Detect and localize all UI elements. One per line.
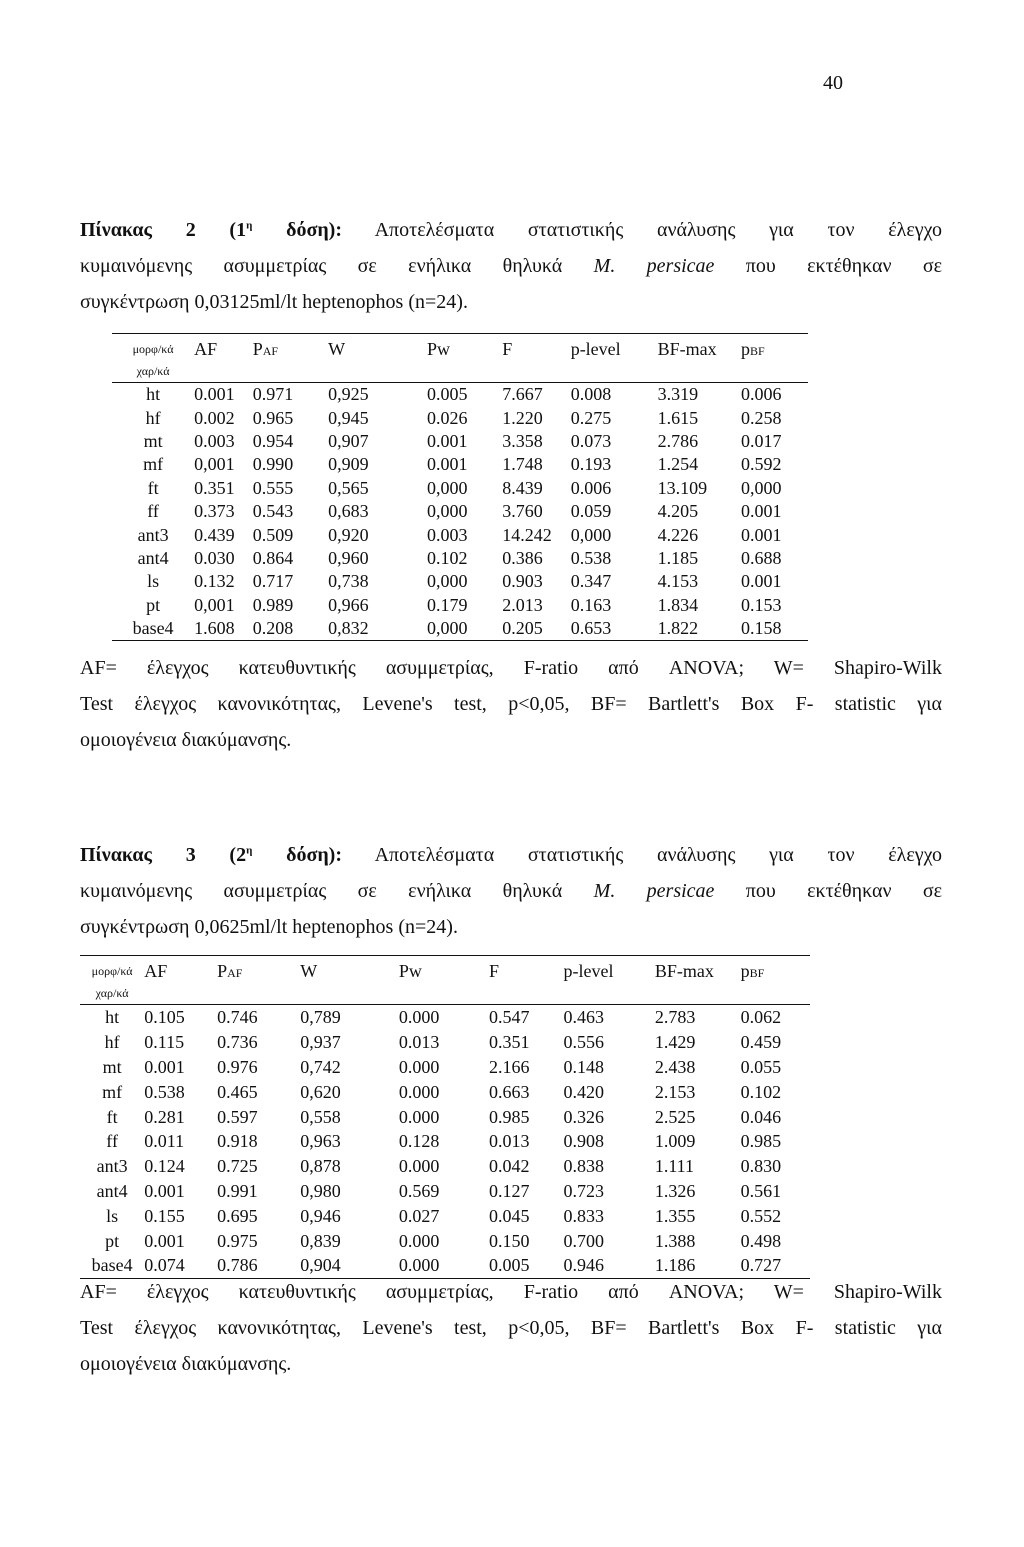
table-cell: 0.124 <box>144 1156 185 1177</box>
table-cell: 0.700 <box>563 1230 604 1251</box>
table-cell: 0.463 <box>563 1007 604 1028</box>
table-cell: 0.059 <box>570 501 612 522</box>
table-cell: 0.971 <box>252 384 294 405</box>
table-cell: 2.153 <box>654 1081 696 1102</box>
table-cell: 0.833 <box>563 1205 604 1226</box>
table-cell: 1.185 <box>657 547 699 568</box>
table-cell: 0.155 <box>144 1205 185 1226</box>
table-cell: 0.373 <box>194 501 235 522</box>
table-cell: 0,001 <box>194 594 235 615</box>
table-cell: 0.830 <box>740 1156 782 1177</box>
table-cell: 3.319 <box>657 384 699 405</box>
table-cell: 0,832 <box>328 617 427 641</box>
table-cell: 13.109 <box>657 477 708 498</box>
table-row <box>80 1030 810 1055</box>
table-cell: 0.653 <box>571 617 658 641</box>
table-cell: 1.748 <box>502 454 543 475</box>
table-cell: 3.358 <box>502 430 543 451</box>
table-cell: 0.030 <box>194 547 235 568</box>
table-cell: 0.011 <box>144 1131 185 1152</box>
table-cell: 1.186 <box>655 1253 741 1278</box>
header-w: W <box>328 334 427 383</box>
table-row <box>80 1005 810 1030</box>
table-cell: 0,000 <box>570 524 612 545</box>
table-cell: 0.976 <box>217 1056 258 1077</box>
table-cell: 0.727 <box>741 1253 810 1278</box>
table-cell: 1.254 <box>657 454 699 475</box>
table-cell: 4.153 <box>657 571 699 592</box>
table-cell: 0.005 <box>426 384 468 405</box>
row-label: ff <box>147 501 159 522</box>
table-cell: 0.132 <box>194 571 235 592</box>
table-cell: 0.000 <box>399 1253 489 1278</box>
table-cell: 0.695 <box>217 1205 258 1226</box>
table-cell: 0.001 <box>194 384 235 405</box>
table-cell: 0.688 <box>741 547 782 568</box>
table-cell: 2.438 <box>654 1056 696 1077</box>
table-row <box>80 1055 810 1080</box>
table-cell: 0.351 <box>194 477 235 498</box>
caption-line-2: κυμαινόμενης ασυμμετρίας σε ενήλικα θηλυκά M. persicae που εκτέθηκαν σε <box>80 880 943 902</box>
table-cell: 0.001 <box>144 1056 185 1077</box>
table-cell: 0,909 <box>328 454 369 475</box>
table-cell: 0.258 <box>741 407 782 428</box>
table-cell: 1.388 <box>654 1230 696 1251</box>
table-cell: 0.351 <box>488 1032 530 1053</box>
header-plevel: p-level <box>563 956 654 1005</box>
header-pw: Pw <box>399 956 489 1005</box>
header-pbf: pBF <box>741 956 810 1005</box>
table-cell: 0.006 <box>741 384 782 405</box>
table2-body <box>80 1005 810 1279</box>
table-cell: 0,738 <box>328 571 369 592</box>
table-cell: 0.275 <box>570 407 612 428</box>
table-cell: 0.179 <box>426 594 468 615</box>
table-cell: 1.429 <box>654 1032 696 1053</box>
table-cell: 1.834 <box>657 594 699 615</box>
table-cell: 0.001 <box>741 524 782 545</box>
table-row <box>112 523 808 546</box>
table-cell: 0.903 <box>502 571 543 592</box>
species-name: M. persicae <box>593 255 715 277</box>
row-label: ht <box>146 384 161 405</box>
table-cell: 0,742 <box>300 1056 341 1077</box>
species-name: M. persicae <box>593 880 715 902</box>
caption-line-1: Πίνακας 2 ($1^\eta$ δόση): Αποτελέσματα στατιστικής ανάλυσης για τον έλεγχο <box>80 219 943 241</box>
row-label: ant3 <box>96 1156 128 1177</box>
table-cell: 0,960 <box>328 547 369 568</box>
table-cell: 0.001 <box>144 1230 185 1251</box>
caption-label: Πίνακας 3 ($2^\eta$ δόση): <box>80 844 342 866</box>
table-cell: 1.615 <box>657 407 699 428</box>
table-cell: 2.013 <box>502 594 543 615</box>
table-cell: 0,920 <box>328 524 369 545</box>
row-label: ant3 <box>137 524 169 545</box>
results-table-dose-1 <box>112 333 808 641</box>
table1-body <box>112 383 808 641</box>
table-cell: 0.439 <box>194 524 235 545</box>
table-cell: 8.439 <box>502 477 543 498</box>
row-label: ht <box>105 1007 120 1028</box>
table-cell: 0.153 <box>741 594 782 615</box>
table-row <box>80 1129 810 1154</box>
table-cell: 0.465 <box>217 1081 258 1102</box>
table-cell: 0,001 <box>194 454 235 475</box>
table-header-row <box>80 956 810 1005</box>
table-cell: 0.163 <box>570 594 612 615</box>
table-cell: 0,789 <box>300 1007 341 1028</box>
table-cell: 0.498 <box>740 1230 782 1251</box>
table-row <box>112 570 808 593</box>
table-cell: 0.543 <box>252 501 294 522</box>
table-cell: 0,000 <box>426 501 468 522</box>
header-pbf: pBF <box>741 334 808 383</box>
table-row <box>80 1203 810 1228</box>
row-label: mf <box>102 1081 123 1102</box>
table-cell: 0,937 <box>300 1032 341 1053</box>
table-row <box>112 383 808 407</box>
header-trait: μορφ/κά χαρ/κά <box>80 956 144 1005</box>
table-cell: 0.006 <box>570 477 612 498</box>
header-af: AF <box>144 956 217 1005</box>
table-cell: 1.608 <box>194 617 253 641</box>
table-cell: 0.459 <box>740 1032 782 1053</box>
table-cell: 4.226 <box>657 524 699 545</box>
table-cell: 0,963 <box>300 1131 341 1152</box>
table-row <box>80 1179 810 1204</box>
table-cell: 0.193 <box>570 454 612 475</box>
table-cell: 0.208 <box>253 617 328 641</box>
row-label: ls <box>147 571 160 592</box>
table-cell: 0.985 <box>740 1131 782 1152</box>
table-row <box>112 430 808 453</box>
table-cell: 0.786 <box>217 1253 300 1278</box>
table-cell: 0.386 <box>502 547 543 568</box>
caption-line-3: συγκέντρωση 0,0625ml/lt heptenophos (n=24). <box>80 916 458 938</box>
table-cell: 0.001 <box>426 430 468 451</box>
table-cell: 0,565 <box>328 477 369 498</box>
results-table-dose-2 <box>80 955 810 1279</box>
table-cell: 0.055 <box>740 1056 782 1077</box>
table-cell: 0.864 <box>252 547 294 568</box>
table-cell: 4.205 <box>657 501 699 522</box>
table-row <box>112 547 808 570</box>
table-cell: 0.991 <box>217 1180 258 1201</box>
table-cell: 0.954 <box>252 430 294 451</box>
table-cell: 3.760 <box>502 501 543 522</box>
table-cell: 0.001 <box>144 1180 185 1201</box>
table-cell: 1.111 <box>654 1156 695 1177</box>
table-cell: 0.547 <box>488 1007 530 1028</box>
table-cell: 0,000 <box>427 617 502 641</box>
table-cell: 2.783 <box>654 1007 696 1028</box>
table-cell: 1.009 <box>654 1131 696 1152</box>
row-label: base4 <box>80 1253 144 1278</box>
table-cell: 0,683 <box>328 501 369 522</box>
header-bfmax: BF-max <box>655 956 741 1005</box>
table-cell: 7.667 <box>502 384 543 405</box>
table-cell: 0.128 <box>398 1131 440 1152</box>
table-row <box>112 406 808 429</box>
table-cell: 0,000 <box>426 477 468 498</box>
row-label: ant4 <box>137 547 169 568</box>
table-cell: 0,966 <box>328 594 369 615</box>
table-cell: 0.990 <box>252 454 294 475</box>
table-cell: 0.002 <box>194 407 235 428</box>
table-cell: 0.918 <box>217 1131 258 1152</box>
table-cell: 0.597 <box>217 1106 258 1127</box>
table-cell: 0.102 <box>740 1081 782 1102</box>
table-cell: 0.008 <box>570 384 612 405</box>
caption-label: Πίνακας 2 ($1^\eta$ δόση): <box>80 219 342 241</box>
table-row <box>80 1079 810 1104</box>
table-cell: 0.717 <box>252 571 294 592</box>
caption-line-1: Πίνακας 3 ($2^\eta$ δόση): Αποτελέσματα στατιστικής ανάλυσης για τον έλεγχο <box>80 844 943 866</box>
table-row <box>112 500 808 523</box>
table-cell: 0.158 <box>741 617 808 641</box>
table-cell: 1.326 <box>654 1180 696 1201</box>
row-label: ft <box>106 1106 118 1127</box>
table-cell: 0.552 <box>740 1205 782 1226</box>
table-cell: 0.045 <box>488 1205 530 1226</box>
table-cell: 0.000 <box>398 1106 440 1127</box>
row-label: hf <box>104 1032 120 1053</box>
table-row <box>112 477 808 500</box>
caption-line-2: κυμαινόμενης ασυμμετρίας σε ενήλικα θηλυκά M. persicae που εκτέθηκαν σε <box>80 255 943 277</box>
table-cell: 0.569 <box>398 1180 440 1201</box>
table-cell: 2.166 <box>488 1056 530 1077</box>
header-w: W <box>300 956 399 1005</box>
table-cell: 0.042 <box>488 1156 530 1177</box>
table-row <box>112 453 808 476</box>
row-label: ft <box>147 477 159 498</box>
table-cell: 0.000 <box>398 1081 440 1102</box>
row-label: mt <box>143 430 163 451</box>
row-label: ls <box>106 1205 119 1226</box>
table-cell: 2.525 <box>654 1106 696 1127</box>
table-cell: 0,000 <box>741 477 782 498</box>
table-cell: 14.242 <box>502 524 552 545</box>
table2-note: AF= έλεγχος κατευθυντικής ασυμμετρίας, F-ratio από ANOVA; W= Shapiro-Wilk Test έλεγχος κανονικότητας, Levene's test, p<0,05, BF= Bartlett's Box F- statistic για ομοιογένεια διακύμανσης. <box>80 657 942 751</box>
table-cell: 0.326 <box>563 1106 604 1127</box>
table2-caption <box>80 212 942 320</box>
table-cell: 0.725 <box>217 1156 258 1177</box>
table3-note: AF= έλεγχος κατευθυντικής ασυμμετρίας, F-ratio από ANOVA; W= Shapiro-Wilk Test έλεγχος κανονικότητας, Levene's test, p<0,05, BF= Bartlett's Box F- statistic για ομοιογένεια διακύμανσης. <box>80 1281 942 1375</box>
table-cell: 0.985 <box>488 1106 530 1127</box>
table-cell: 0.538 <box>144 1081 185 1102</box>
table-row <box>80 1228 810 1253</box>
row-label: pt <box>146 594 161 615</box>
table-cell: 0,839 <box>300 1230 341 1251</box>
table-cell: 0.150 <box>488 1230 530 1251</box>
table-cell: 0,558 <box>300 1106 341 1127</box>
header-paf: PAF <box>217 956 300 1005</box>
caption-line-3: συγκέντρωση 0,03125ml/lt heptenophos (n=24). <box>80 291 468 313</box>
table-cell: 0.013 <box>488 1131 530 1152</box>
table-cell: 0.946 <box>563 1253 654 1278</box>
table-cell: 0.723 <box>563 1180 604 1201</box>
header-f: F <box>502 334 570 383</box>
table-cell: 0.347 <box>570 571 612 592</box>
table-row <box>80 1104 810 1129</box>
header-bfmax: BF-max <box>658 334 741 383</box>
table-row <box>112 617 808 641</box>
row-label: mf <box>143 454 164 475</box>
table-cell: 0.420 <box>563 1081 604 1102</box>
header-pw: Pw <box>427 334 502 383</box>
table-cell: 0.062 <box>740 1007 782 1028</box>
table-cell: 0.017 <box>741 430 782 451</box>
row-label: ant4 <box>96 1180 128 1201</box>
row-label: base4 <box>112 617 194 641</box>
header-af: AF <box>194 334 253 383</box>
table-cell: 0.001 <box>741 501 782 522</box>
table-cell: 0.003 <box>194 430 235 451</box>
table-cell: 0.592 <box>741 454 782 475</box>
table-cell: 1.220 <box>502 407 543 428</box>
header-paf: PAF <box>253 334 328 383</box>
table-cell: 0.281 <box>144 1106 185 1127</box>
table-cell: 0,620 <box>300 1081 341 1102</box>
table-cell: 0.561 <box>740 1180 782 1201</box>
table-cell: 0.555 <box>252 477 294 498</box>
table-cell: 1.355 <box>654 1205 696 1226</box>
table-header-row <box>112 334 808 383</box>
table-cell: 0.105 <box>144 1007 185 1028</box>
table-cell: 0.026 <box>426 407 468 428</box>
row-label: mt <box>102 1056 122 1077</box>
row-label: pt <box>105 1230 120 1251</box>
table-cell: 0.073 <box>570 430 612 451</box>
table-cell: 0,925 <box>328 384 369 405</box>
table-cell: 0,000 <box>426 571 468 592</box>
row-label: hf <box>145 407 161 428</box>
table-cell: 0.838 <box>563 1156 604 1177</box>
table-cell: 0,907 <box>328 430 369 451</box>
table-cell: 0.000 <box>398 1007 440 1028</box>
table-cell: 0.975 <box>217 1230 258 1251</box>
table-cell: 0.115 <box>144 1032 185 1053</box>
table-cell: 0.013 <box>398 1032 440 1053</box>
table-cell: 0.509 <box>252 524 294 545</box>
table-cell: 0.102 <box>426 547 468 568</box>
table-cell: 0,878 <box>300 1156 341 1177</box>
table-row <box>112 594 808 617</box>
table-cell: 0,945 <box>328 407 369 428</box>
table-cell: 0,946 <box>300 1205 341 1226</box>
header-trait: μορφ/κά χαρ/κά <box>112 334 194 383</box>
table-cell: 0,980 <box>300 1180 341 1201</box>
table-cell: 0.127 <box>488 1180 530 1201</box>
table-cell: 0.736 <box>217 1032 258 1053</box>
table3-caption <box>80 837 942 945</box>
table-cell: 0.908 <box>563 1131 604 1152</box>
page-number: 40 <box>823 72 843 94</box>
table-cell: 0.001 <box>741 571 782 592</box>
table-cell: 0.000 <box>398 1156 440 1177</box>
table-cell: 0.965 <box>252 407 294 428</box>
table-cell: 0.074 <box>144 1253 217 1278</box>
table-cell: 0.556 <box>563 1032 604 1053</box>
table-cell: 0.005 <box>489 1253 564 1278</box>
row-label: ff <box>106 1131 118 1152</box>
table-cell: 0.746 <box>217 1007 258 1028</box>
table-cell: 1.822 <box>658 617 741 641</box>
header-plevel: p-level <box>571 334 658 383</box>
table-cell: 0,904 <box>300 1253 399 1278</box>
table-cell: 0.989 <box>252 594 294 615</box>
table-cell: 0.046 <box>740 1106 782 1127</box>
table-cell: 0.663 <box>488 1081 530 1102</box>
table-cell: 0.538 <box>570 547 612 568</box>
table-cell: 0.027 <box>398 1205 440 1226</box>
table-cell: 0.000 <box>398 1056 440 1077</box>
table-cell: 0.205 <box>502 617 570 641</box>
header-f: F <box>489 956 564 1005</box>
table-cell: 0.003 <box>426 524 468 545</box>
table-cell: 0.000 <box>398 1230 440 1251</box>
table-cell: 0.148 <box>563 1056 604 1077</box>
table-cell: 2.786 <box>657 430 699 451</box>
table-cell: 0.001 <box>426 454 468 475</box>
table-row <box>80 1154 810 1179</box>
